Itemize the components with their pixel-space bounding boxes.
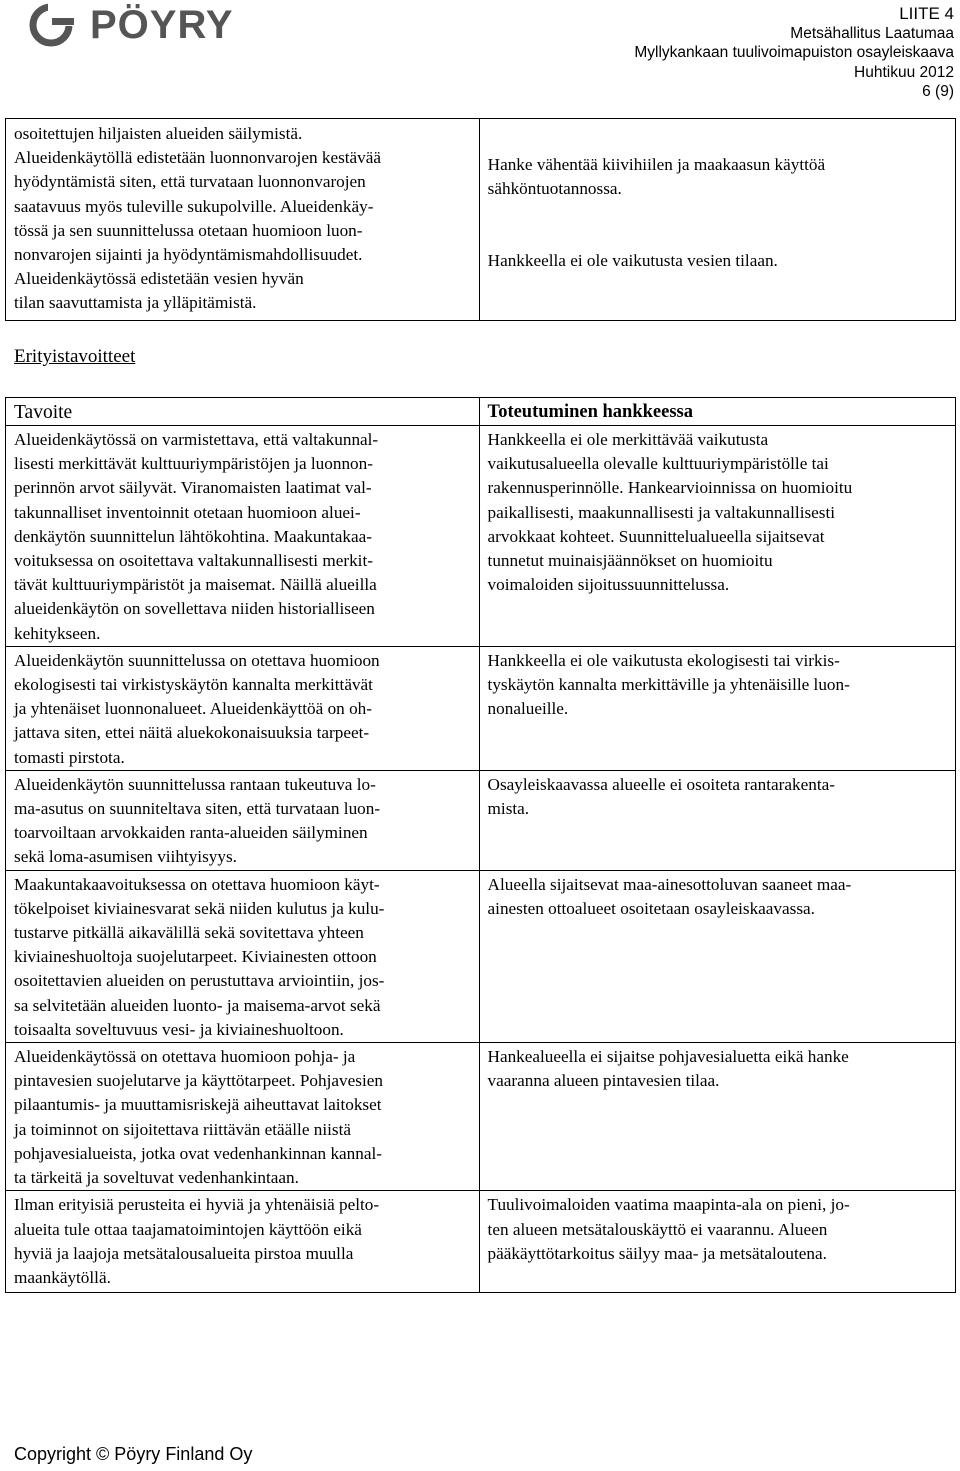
outcome-cell [479,1043,955,1191]
outcome-cell [479,1191,955,1293]
text-line: hyviä ja laajoja metsätalousalueita pirstoa muulla [14,1243,354,1263]
table-row [6,1043,956,1191]
text-line: alueidenkäytön on sovellettava niiden historialliseen [14,599,375,619]
text-line: hyödyntämistä siten, että turvataan luonnonvarojen [14,172,366,192]
text-line: ma-asutus on suunniteltava siten, että turvataan luon- [14,799,381,819]
document-date: Huhtikuu 2012 [854,63,954,81]
text-line: osoitettujen hiljaisten alueiden säilymistä. [14,124,303,143]
text-line: Hankealueella ei sijaitse pohjavesialuetta eikä hanke [487,1047,849,1067]
text-line: Hankkeella ei ole merkittävää vaikutusta [487,430,769,449]
text-line: pohjavesialueista, jotka ovat vedenhankinnan kannal- [14,1143,382,1163]
text-line: ja yhtenäiset luonnonalueet. Alueidenkäyttöä on oh- [14,699,372,719]
text-line: toisaalta soveltuvuus vesi- ja kiviaineshuoltoon. [14,1019,344,1039]
outcome-cell [479,646,955,770]
text-line: tössä ja sen suunnittelussa otetaan huomioon luon- [14,220,363,240]
text-line: tyskäytön kannalta merkittäville ja yhtenäisille luon- [487,675,850,695]
text-line: saatavuus myös tuleville sukupolville. Alueidenkäy- [14,196,374,216]
goal-cell [6,1191,480,1293]
table-row [6,1191,956,1293]
goal-cell [6,646,480,770]
poyry-logo-mark-icon [22,2,84,48]
text-line: Hanke vähentää kiivihiilen ja maakaasun käyttöä [487,155,826,174]
continued-goals-table [5,118,956,321]
text-line: Alueidenkäytöllä edistetään luonnonvarojen kestävää [14,148,382,168]
column-header-goal: Tavoite [6,398,480,426]
text-line: sekä loma-asumisen viihtyisyys. [14,847,237,867]
poyry-logo [22,2,282,48]
text-line: voimaloiden sijoitussuunnittelussa. [487,575,730,595]
text-line: tomasti pirstota. [14,747,125,767]
text-line: arvokkaat kohteet. Suunnittelualueella sijaitsevat [487,526,825,546]
outcome-text [488,122,949,274]
text-line: ten alueen metsätalouskäyttö ei vaarannu. Alueen [487,1219,828,1239]
text-line: kiviaineshuoltoja suojelutarpeet. Kiviainesten ottoon [14,947,377,967]
text-line: pilaantumis- ja muuttamisriskejä aiheuttavat laitokset [14,1095,382,1115]
text-line: vaaranna alueen pintavesien tilaa. [487,1071,720,1091]
outcome-cell [479,870,955,1042]
goal-cell [6,870,480,1042]
goal-cell [6,426,480,647]
text-line: tävät kulttuuriympäristöt ja maisemat. Näillä alueilla [14,575,377,595]
text-line: Alueidenkäytön suunnittelussa rantaan tukeutuva lo- [14,774,376,794]
outcome-cell [479,426,955,647]
goal-cell [6,770,480,870]
text-line: Osayleiskaavassa alueelle ei osoiteta rantarakenta- [487,774,835,794]
poyry-wordmark: PÖYRY [90,3,234,47]
text-line: takunnalliset inventoinnit otetaan huomioon aluei- [14,502,361,522]
project-name: Myllykankaan tuulivoimapuiston osayleiskaava [634,44,954,61]
text-line: pääkäyttötarkoitus säilyy maa- ja metsätaloutena. [487,1243,827,1263]
text-line: pintavesien suojelutarve ja käyttötarpeet. Pohjavesien [14,1071,383,1091]
goal-cell [6,1043,480,1191]
section-heading: Erityistavoitteet [14,346,136,367]
table-row [6,119,956,321]
goal-cell [6,119,480,321]
text-line: osoitettavien alueiden on perustuttava arviointiin, jos- [14,971,385,991]
outcome-cell [479,770,955,870]
text-line: ja toiminnot on sijoitettava riittävän etäälle niistä [14,1119,351,1139]
table-row [6,426,956,647]
special-goals-table [5,397,956,1293]
text-line: jattava siten, ettei näitä aluekokonaisuuksia tarpeet- [14,723,370,743]
client-name: Metsähallitus Laatumaa [790,24,954,42]
text-line: nonalueille. [487,699,569,719]
text-line: Alueidenkäytössä on otettava huomioon pohja- ja [14,1047,356,1067]
text-line: ta tärkeitä ja soveltuvat vedenhankintaan. [14,1168,299,1188]
text-line: toarvoiltaan arvokkaiden ranta-alueiden säilyminen [14,823,368,843]
text-line: tunnetut muinaisjäännökset on huomioitu [487,551,773,571]
page-number: 6 (9) [922,83,954,100]
text-line: tustarve pitkällä aikavälillä sekä sovitettava yhteen [14,923,364,943]
document-header [634,4,954,102]
text-line: tökelpoiset kiviainesvarat sekä niiden kulutus ja kulu- [14,898,385,918]
text-line: nonvarojen sijainti ja hyödyntämismahdollisuudet. [14,245,363,265]
text-line: tilan saavuttamista ja ylläpitämistä. [14,293,257,313]
text-line: vaikutusalueella olevalle kulttuuriympäristölle tai [487,454,829,474]
text-line: alueita tule ottaa taajamatoimintojen käyttöön eikä [14,1219,362,1239]
column-header-outcome: Toteutuminen hankkeessa [479,398,955,426]
text-line: Hankkeella ei ole vaikutusta vesien tilaan. [487,251,778,271]
text-line: Alueella sijaitsevat maa-ainesottoluvan saaneet maa- [487,874,852,894]
text-line: Hankkeella ei ole vaikutusta ekologisesti tai virkis- [487,650,840,670]
table-row [6,770,956,870]
outcome-cell [479,119,955,321]
text-line: Tuulivoimaloiden vaatima maapinta-ala on pieni, jo- [487,1195,850,1215]
table-header-row [6,398,956,426]
text-line: lisesti merkittävät kulttuuriympäristöjen ja luonnon- [14,454,373,474]
text-line: sa selvitetään alueiden luonto- ja maisema-arvot sekä [14,995,381,1015]
text-line: mista. [487,799,530,819]
text-line: Alueidenkäytössä on varmistettava, että valtakunnal- [14,430,379,449]
goal-text [14,122,473,316]
table-row [6,870,956,1042]
copyright-footer: Copyright © Pöyry Finland Oy [14,1444,253,1464]
text-line: Alueidenkäytössä edistetään vesien hyvän [14,269,304,289]
text-line: sähköntuotannossa. [487,179,622,199]
text-line: Maakuntakaavoituksessa on otettava huomioon käyt- [14,874,380,894]
text-line: Ilman erityisiä perusteita ei hyviä ja yhtenäisiä pelto- [14,1195,380,1215]
text-line: ekologisesti tai virkistyskäytön kannalta merkittävät [14,675,373,695]
text-line: maankäytöllä. [14,1267,111,1287]
text-line: Alueidenkäytön suunnittelussa on otettava huomioon [14,650,380,670]
text-line: ainesten ottoalueet osoitetaan osayleiskaavassa. [487,898,815,918]
text-line: perinnön arvot säilyvät. Viranomaisten laatimat val- [14,478,372,498]
annex-label: LIITE 4 [899,4,954,23]
text-line: rakennusperinnölle. Hankearvioinnissa on huomioitu [487,478,853,498]
text-line: denkäytön suunnittelun lähtökohtina. Maakuntakaa- [14,526,372,546]
table-row [6,646,956,770]
text-line: voituksessa on osoitettava valtakunnallisesti merkit- [14,551,373,571]
text-line: paikallisesti, maakunnallisesti ja valtakunnallisesti [487,502,836,522]
text-line: kehitykseen. [14,623,101,643]
